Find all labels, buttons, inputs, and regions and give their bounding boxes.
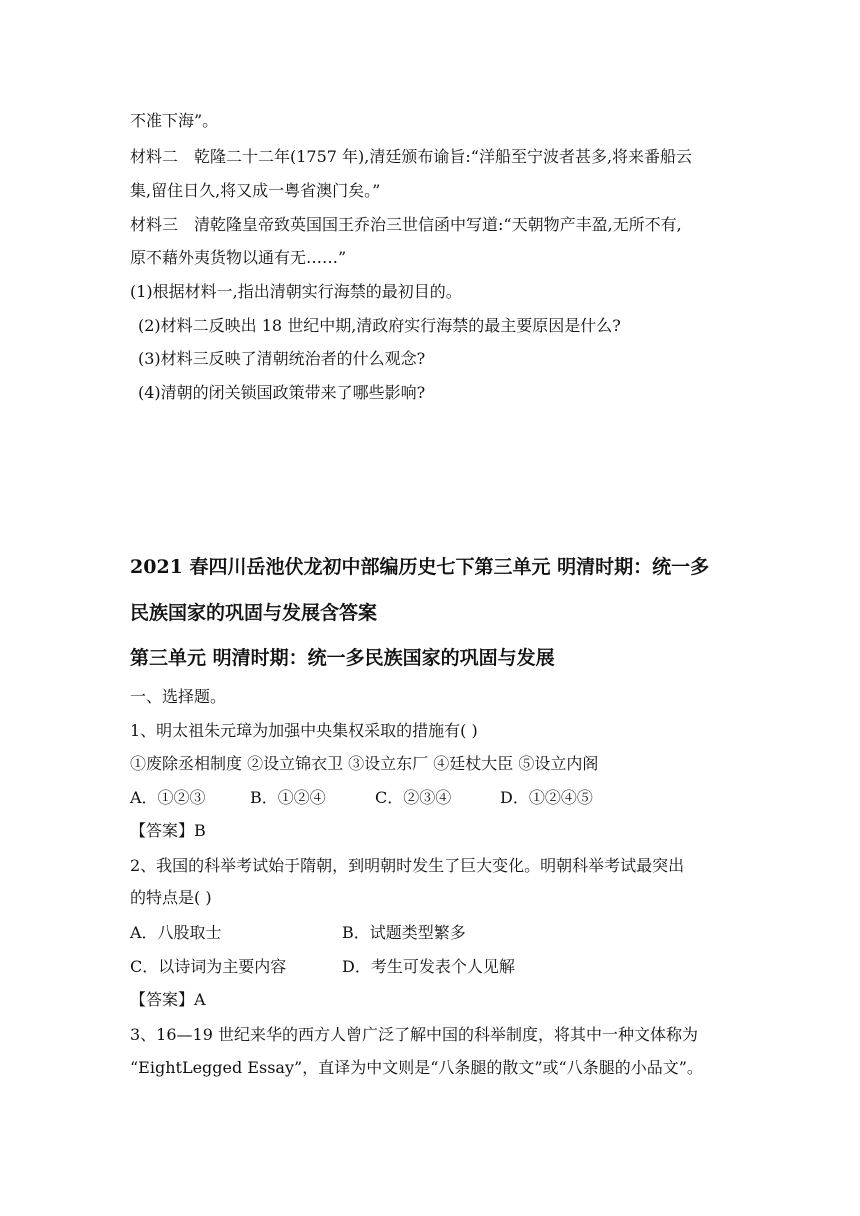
text-line: 材料二 乾隆二十二年(1757 年),清廷颁布谕旨:“洋船至宁波者甚多,将来番船云 (130, 147, 693, 166)
question-text: (4)清朝的闭关锁国政策带来了哪些影响? (138, 383, 426, 402)
document-title: 民族国家的巩固与发展含答案 (130, 602, 378, 624)
question-text: (2)材料二反映出 18 世纪中期,清政府实行海禁的最主要原因是什么? (138, 316, 621, 335)
option-d: D．①②④⑤ (500, 788, 593, 807)
question-stem: “EightLegged Essay”，直译为中文则是“八条腿的散文”或“八条腿的小品文”。 (130, 1058, 703, 1077)
option-c: C．②③④ (375, 788, 452, 807)
unit-title: 第三单元 明清时期：统一多民族国家的巩固与发展 (130, 647, 555, 669)
question-stem: 1、明太祖朱元璋为加强中央集权采取的措施有( ) (130, 721, 478, 740)
text-line: 原不藉外夷货物以通有无……” (130, 248, 347, 267)
option-a: A．八股取士 (130, 923, 222, 942)
question-text: (1)根据材料一,指出清朝实行海禁的最初目的。 (130, 282, 462, 301)
text-line: 集,留住日久,将又成一粤省澳门矣。” (130, 181, 381, 200)
question-items: ①废除丞相制度 ②设立锦衣卫 ③设立东厂 ④廷杖大臣 ⑤设立内阁 (130, 754, 599, 773)
option-a: A．①②③ (130, 788, 206, 807)
option-d: D．考生可发表个人见解 (342, 957, 515, 976)
question-stem: 的特点是( ) (130, 888, 212, 907)
answer: 【答案】B (130, 821, 206, 840)
answer: 【答案】A (130, 990, 206, 1009)
document-title: 2021 春四川岳池伏龙初中部编历史七下第三单元 明清时期：统一多 (130, 556, 710, 578)
option-c: C．以诗词为主要内容 (130, 957, 287, 976)
question-text: (3)材料三反映了清朝统治者的什么观念? (138, 349, 426, 368)
text-line: 材料三 清乾隆皇帝致英国国王乔治三世信函中写道:“天朝物产丰盈,无所不有, (130, 215, 682, 234)
text-line: 不准下海”。 (130, 111, 219, 130)
option-b: B．试题类型繁多 (342, 923, 466, 942)
option-b: B．①②④ (250, 788, 326, 807)
question-stem: 3、16—19 世纪来华的西方人曾广泛了解中国的科举制度，将其中一种文体称为 (130, 1025, 698, 1044)
question-stem: 2、我国的科举考试始于隋朝，到明朝时发生了巨大变化。明朝科举考试最突出 (130, 856, 685, 875)
section-label: 一、选择题。 (130, 687, 227, 706)
